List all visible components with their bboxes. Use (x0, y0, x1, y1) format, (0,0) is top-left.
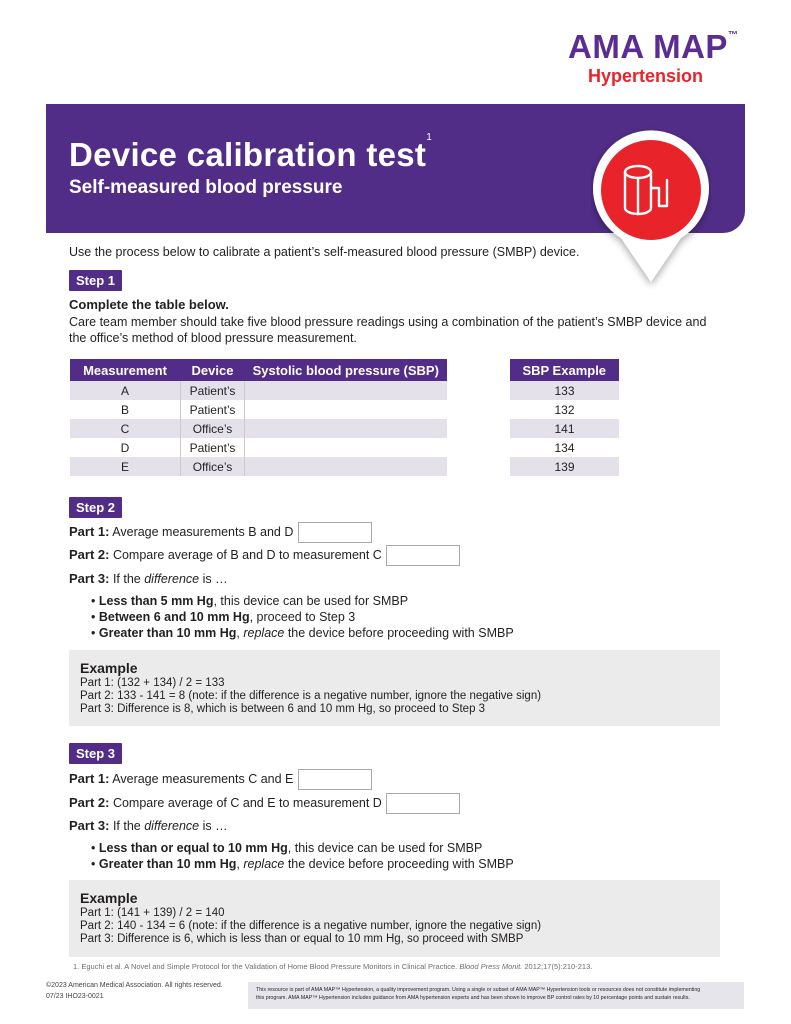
footnote: 1. Eguchi et al. A Novel and Simple Protocol for the Validation of Home Blood Pressure Monitors in Clinical Practice. Blood Press Monit. 2012;17(5):210-213. (73, 962, 593, 971)
step3-badge: Step 3 (69, 743, 122, 764)
example-value-cell: 133 (510, 381, 620, 400)
example-value-cell: 134 (510, 438, 620, 457)
step3-part1: Part 1: Average measurements C and E (69, 769, 372, 790)
sbp-input-cell[interactable] (245, 400, 448, 419)
step3-part3: Part 3: If the difference is … (69, 818, 228, 833)
device-cell: Patient’s (181, 438, 245, 457)
step3-part2: Part 2: Compare average of C and E to measurement D (69, 793, 460, 814)
col-sbp-example: SBP Example (510, 359, 620, 381)
example-value-cell: 132 (510, 400, 620, 419)
document-code: 07/23 IHO23-0021 (46, 993, 104, 1000)
page-title: Device calibration test$^1$ (69, 132, 433, 173)
col-measurement: Measurement (70, 359, 181, 381)
measurement-table (69, 359, 447, 476)
step3-part2-input[interactable] (386, 793, 460, 814)
disclaimer-box (248, 982, 744, 1009)
bp-cuff-pin-icon (591, 110, 711, 290)
measurement-cell: A (70, 381, 181, 400)
ama-map-logo (568, 26, 768, 86)
logo-hypertension: Hypertension (588, 66, 704, 86)
step2-badge: Step 2 (69, 497, 122, 518)
device-cell: Patient’s (181, 381, 245, 400)
step2-part3: Part 3: If the difference is … (69, 571, 228, 586)
logo-map: MAP (643, 28, 728, 65)
table-row (70, 419, 448, 438)
table-row (510, 400, 620, 419)
step1-badge: Step 1 (69, 270, 122, 291)
device-cell: Office’s (181, 419, 245, 438)
example-line: Part 2: 140 - 134 = 6 (note: if the difference is a negative number, ignore the negative sign) (80, 920, 542, 932)
step2-example-box (69, 650, 720, 726)
table-row (510, 438, 620, 457)
list-item: • Less than or equal to 10 mm Hg, this device can be used for SMBP (91, 841, 483, 855)
sbp-example-table (509, 359, 619, 476)
step1-desc-line2: the office’s method of blood pressure measurement. (69, 331, 357, 345)
example-value-cell: 141 (510, 419, 620, 438)
device-cell: Office’s (181, 457, 245, 476)
list-item: • Greater than 10 mm Hg, replace the device before proceeding with SMBP (91, 626, 514, 640)
step1-heading: Complete the table below. (69, 297, 229, 312)
step3-example-box (69, 880, 720, 957)
disclaimer-line: this program. AMA MAP™ Hypertension includes guidance from AMA hypertension experts and has been shown to improve BP control rates by 10 percentage points and sustain results. (256, 995, 690, 1001)
sbp-input-cell[interactable] (245, 381, 448, 400)
step3-bullet-list (91, 840, 514, 872)
step3-part1-input[interactable] (298, 769, 372, 790)
measurement-cell: D (70, 438, 181, 457)
list-item: • Less than 5 mm Hg, this device can be used for SMBP (91, 594, 409, 608)
title-footnote-ref: 1 (426, 132, 433, 143)
sbp-input-cell[interactable] (245, 457, 448, 476)
sbp-input-cell[interactable] (245, 419, 448, 438)
example-line: Part 3: Difference is 8, which is between 6 and 10 mm Hg, so proceed to Step 3 (80, 703, 486, 715)
step1-desc-line1: Care team member should take five blood pressure readings using a combination of the patient’s SMBP device and (69, 315, 707, 329)
copyright-line: ©2023 American Medical Association. All rights reserved. (46, 982, 223, 989)
step2-part2-input[interactable] (386, 545, 460, 566)
example-title: Example (80, 660, 138, 676)
device-cell: Patient’s (181, 400, 245, 419)
table-row (510, 381, 620, 400)
table-row (510, 419, 620, 438)
measurement-cell: E (70, 457, 181, 476)
logo-tm: ™ (727, 30, 739, 41)
table-row (510, 457, 620, 476)
list-item: • Between 6 and 10 mm Hg, proceed to Step 3 (91, 610, 356, 624)
measurement-cell: C (70, 419, 181, 438)
example-line: Part 3: Difference is 6, which is less than or equal to 10 mm Hg, so proceed with SMBP (80, 933, 524, 945)
intro-text: Use the process below to calibrate a patient’s self-measured blood pressure (SMBP) device. (69, 245, 580, 259)
step2-part1: Part 1: Average measurements B and D (69, 522, 372, 543)
logo-ama: AMA (568, 28, 644, 65)
example-line: Part 1: (141 + 139) / 2 = 140 (80, 907, 225, 919)
step2-part1-input[interactable] (298, 522, 372, 543)
list-item: • Greater than 10 mm Hg, replace the device before proceeding with SMBP (91, 857, 514, 871)
example-line: Part 1: (132 + 134) / 2 = 133 (80, 677, 225, 689)
table-header-row (510, 359, 620, 381)
table-header-row (70, 359, 448, 381)
table-row (70, 438, 448, 457)
col-sbp: Systolic blood pressure (SBP) (245, 359, 448, 381)
step2-part2: Part 2: Compare average of B and D to measurement C (69, 545, 460, 566)
table-row (70, 400, 448, 419)
table-row (70, 457, 448, 476)
table-row (70, 381, 448, 400)
col-device: Device (181, 359, 245, 381)
disclaimer-line: This resource is part of AMA MAP™ Hypertension, a quality improvement program. Using a single or subset of AMA MAP™ Hypertension tools or resources does not constitute implementing (256, 987, 701, 993)
example-line: Part 2: 133 - 141 = 8 (note: if the difference is a negative number, ignore the negative sign) (80, 690, 542, 702)
example-value-cell: 139 (510, 457, 620, 476)
example-title: Example (80, 890, 138, 906)
measurement-cell: B (70, 400, 181, 419)
step2-bullet-list (91, 593, 514, 641)
sbp-input-cell[interactable] (245, 438, 448, 457)
page-subtitle: Self-measured blood pressure (69, 177, 343, 198)
